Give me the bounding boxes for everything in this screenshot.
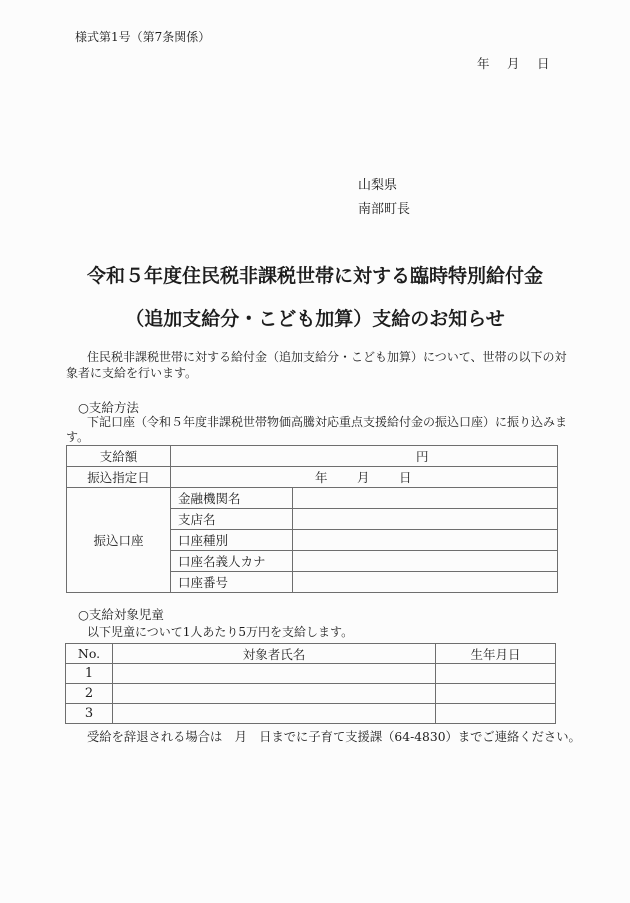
row1-birthdate-cell	[436, 664, 556, 684]
children-table-header-row	[66, 644, 556, 664]
eligible-children-body: 以下児童について1人あたり5万円を支給します。	[87, 625, 354, 639]
account-number-value-cell	[293, 572, 558, 593]
issuer-mayor: 南部町長	[358, 202, 411, 217]
children-table	[65, 643, 556, 724]
transfer-date-value-cell: 年 月 日	[171, 467, 558, 488]
table-row	[67, 467, 558, 488]
eligible-children-heading: ○支給対象児童	[78, 607, 164, 622]
bank-name-label-cell: 金融機関名	[171, 488, 293, 509]
row1-name-cell	[113, 664, 436, 684]
account-type-value-cell	[293, 530, 558, 551]
transfer-date-label-cell: 振込指定日	[67, 467, 171, 488]
account-holder-kana-value-cell	[293, 551, 558, 572]
col-header-name: 対象者氏名	[113, 644, 436, 664]
row2-name-cell	[113, 684, 436, 704]
payment-method-heading: ○支給方法	[78, 400, 139, 415]
row2-birthdate-cell	[436, 684, 556, 704]
amount-value-cell: 円	[171, 446, 558, 467]
issue-date-line: 年 月 日	[477, 56, 553, 71]
table-row	[67, 446, 558, 467]
row2-no-cell: 2	[66, 684, 113, 704]
table-row	[66, 684, 556, 704]
col-header-no: No.	[66, 644, 113, 664]
account-label-cell: 振込口座	[67, 488, 171, 593]
intro-paragraph: 住民税非課税世帯に対する給付金（追加支給分・こども加算）について、世帯の以下の対象者に支給を行います。	[66, 350, 567, 380]
row3-no-cell: 3	[66, 704, 113, 724]
payment-table	[66, 445, 558, 593]
row3-name-cell	[113, 704, 436, 724]
account-number-label-cell: 口座番号	[171, 572, 293, 593]
row3-birthdate-cell	[436, 704, 556, 724]
issuer-block	[358, 174, 410, 222]
account-holder-kana-label-cell: 口座名義人カナ	[171, 551, 293, 572]
table-row	[66, 704, 556, 724]
col-header-birthdate: 生年月日	[436, 644, 556, 664]
amount-label-cell: 支給額	[67, 446, 171, 467]
row1-no-cell: 1	[66, 664, 113, 684]
document-title-line2: （追加支給分・こども加算）支給のお知らせ	[125, 308, 505, 330]
account-type-label-cell: 口座種別	[171, 530, 293, 551]
issuer-prefecture: 山梨県	[358, 178, 398, 193]
form-number: 様式第1号（第7条関係）	[75, 30, 211, 44]
payment-method-body: 下記口座（令和５年度非課税世帯物価高騰対応重点支援給付金の振込口座）に振り込みます。	[66, 415, 568, 444]
document-title-line1: 令和５年度住民税非課税世帯に対する臨時特別給付金	[86, 265, 543, 287]
decline-contact-note: 受給を辞退される場合は 月 日までに子育て支援課（64-4830）までご連絡ください。	[87, 730, 581, 744]
branch-name-label-cell: 支店名	[171, 509, 293, 530]
table-row	[67, 488, 558, 509]
table-row	[66, 664, 556, 684]
branch-name-value-cell	[293, 509, 558, 530]
bank-name-value-cell	[293, 488, 558, 509]
